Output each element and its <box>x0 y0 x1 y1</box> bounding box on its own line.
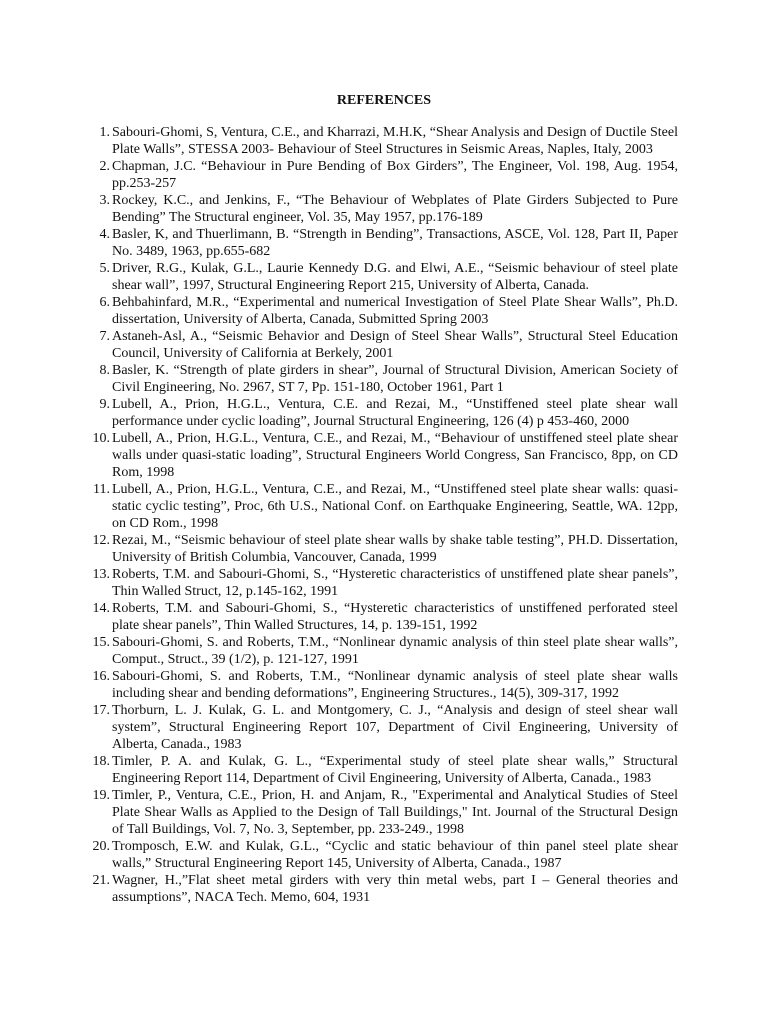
reference-item <box>88 430 678 481</box>
reference-number: 16. <box>92 669 110 684</box>
reference-number: 15. <box>92 635 110 650</box>
reference-text: Chapman, J.C. “Behaviour in Pure Bending of Box Girders”, The Engineer, Vol. 198, Aug. 1954, pp.253-257 <box>112 159 678 191</box>
reference-text: Driver, R.G., Kulak, G.L., Laurie Kennedy D.G. and Elwi, A.E., “Seismic behaviour of steel plate shear wall”, 1997, Structural Engineering Report 215, University of Alberta, Canada. <box>112 261 678 293</box>
reference-text: Thorburn, L. J. Kulak, G. L. and Montgomery, C. J., “Analysis and design of steel shear wall system”, Structural Engineering Report 107, Department of Civil Engineering, University of Alberta, Canada., 1983 <box>112 703 678 752</box>
reference-item <box>88 787 678 838</box>
reference-text: Basler, K, and Thuerlimann, B. “Strength in Bending”, Transactions, ASCE, Vol. 128, Part II, Paper No. 3489, 1963, pp.655-682 <box>112 227 678 259</box>
reference-text: Roberts, T.M. and Sabouri-Ghomi, S., “Hysteretic characteristics of unstiffened plate shear panels”, Thin Walled Struct, 12, p.145-162, 1991 <box>112 567 678 599</box>
reference-text: Timler, P. A. and Kulak, G. L., “Experimental study of steel plate shear walls,” Structural Engineering Report 114, Department of Civil Engineering, University of Alberta, Canada., 1983 <box>112 754 678 786</box>
reference-number: 20. <box>92 839 110 854</box>
reference-item <box>88 124 678 158</box>
reference-item <box>88 362 678 396</box>
reference-number: 1. <box>99 125 110 140</box>
reference-text: Lubell, A., Prion, H.G.L., Ventura, C.E. and Rezai, M., “Unstiffened steel plate shear wall performance under cyclic loading”, Journal Structural Engineering, 126 (4) p 453-460, 2000 <box>112 397 678 429</box>
reference-item <box>88 668 678 702</box>
reference-number: 17. <box>92 703 110 718</box>
reference-item <box>88 838 678 872</box>
reference-item <box>88 481 678 532</box>
reference-item <box>88 294 678 328</box>
reference-item <box>88 872 678 906</box>
reference-item <box>88 600 678 634</box>
reference-number: 7. <box>99 329 110 344</box>
reference-text: Sabouri-Ghomi, S. and Roberts, T.M., “Nonlinear dynamic analysis of thin steel plate shear walls”, Comput., Struct., 39 (1/2), p. 121-127, 1991 <box>112 635 678 667</box>
reference-item <box>88 328 678 362</box>
reference-text: Sabouri-Ghomi, S, Ventura, C.E., and Kharrazi, M.H.K, “Shear Analysis and Design of Ductile Steel Plate Walls”, STESSA 2003- Behaviour of Steel Structures in Seismic Areas, Naples, Italy, 2003 <box>112 125 678 157</box>
reference-text: Lubell, A., Prion, H.G.L., Ventura, C.E., and Rezai, M., “Behaviour of unstiffened steel plate shear walls under quasi-static loading”, Structural Engineers World Congress, San Francisco, 8pp, on CD Rom, 1998 <box>112 431 678 480</box>
reference-item <box>88 396 678 430</box>
reference-text: Astaneh-Asl, A., “Seismic Behavior and Design of Steel Shear Walls”, Structural Steel Education Council, University of California at Berkely, 2001 <box>112 329 678 361</box>
reference-text: Behbahinfard, M.R., “Experimental and numerical Investigation of Steel Plate Shear Walls”, Ph.D. dissertation, University of Alberta, Canada, Submitted Spring 2003 <box>112 295 678 327</box>
reference-number: 9. <box>99 397 110 412</box>
reference-item <box>88 260 678 294</box>
reference-item <box>88 158 678 192</box>
reference-number: 12. <box>92 533 110 548</box>
reference-text: Sabouri-Ghomi, S. and Roberts, T.M., “Nonlinear dynamic analysis of steel plate shear walls including shear and bending deformations”, Engineering Structures., 14(5), 309-317, 1992 <box>112 669 678 701</box>
reference-number: 2. <box>99 159 110 174</box>
reference-number: 18. <box>92 754 110 769</box>
reference-text: Timler, P., Ventura, C.E., Prion, H. and Anjam, R., "Experimental and Analytical Studies of Steel Plate Shear Walls as Applied to the Design of Tall Buildings," Int. Journal of the Structural Design of Tall Buildings, Vol. 7, No. 3, September, pp. 233-249., 1998 <box>112 788 678 837</box>
reference-number: 3. <box>99 193 110 208</box>
reference-number: 19. <box>92 788 110 803</box>
reference-text: Tromposch, E.W. and Kulak, G.L., “Cyclic and static behaviour of thin panel steel plate shear walls,” Structural Engineering Report 145, University of Alberta, Canada., 1987 <box>112 839 678 871</box>
reference-item <box>88 753 678 787</box>
reference-item <box>88 532 678 566</box>
reference-number: 4. <box>99 227 110 242</box>
reference-item <box>88 192 678 226</box>
reference-list <box>88 124 678 906</box>
reference-item <box>88 226 678 260</box>
reference-text: Rezai, M., “Seismic behaviour of steel plate shear walls by shake table testing”, PH.D. Dissertation, University of British Columbia, Vancouver, Canada, 1999 <box>112 533 678 565</box>
reference-text: Lubell, A., Prion, H.G.L., Ventura, C.E., and Rezai, M., “Unstiffened steel plate shear walls: quasi-static cyclic testing”, Proc, 6th U.S., National Conf. on Earthquake Engineering, Seattle, WA. 12pp, on CD Rom., 1998 <box>112 482 678 531</box>
reference-item <box>88 634 678 668</box>
reference-text: Rockey, K.C., and Jenkins, F., “The Behaviour of Webplates of Plate Girders Subjected to Pure Bending” The Structural engineer, Vol. 35, May 1957, pp.176-189 <box>112 193 678 225</box>
reference-text: Basler, K. “Strength of plate girders in shear”, Journal of Structural Division, American Society of Civil Engineering, No. 2967, ST 7, Pp. 151-180, October 1961, Part 1 <box>112 363 678 395</box>
reference-text: Roberts, T.M. and Sabouri-Ghomi, S., “Hysteretic characteristics of unstiffened perforated steel plate shear panels”, Thin Walled Structures, 14, p. 139-151, 1992 <box>112 601 678 633</box>
reference-text: Wagner, H.,”Flat sheet metal girders with very thin metal webs, part I – General theories and assumptions”, NACA Tech. Memo, 604, 1931 <box>112 873 678 905</box>
reference-number: 11. <box>93 482 110 497</box>
reference-number: 5. <box>99 261 110 276</box>
reference-item <box>88 702 678 753</box>
reference-item <box>88 566 678 600</box>
reference-number: 8. <box>99 363 110 378</box>
reference-number: 10. <box>92 431 110 446</box>
page-title: REFERENCES <box>336 93 432 108</box>
reference-number: 13. <box>92 567 110 582</box>
reference-number: 21. <box>92 873 110 888</box>
reference-number: 14. <box>92 601 110 616</box>
reference-number: 6. <box>99 295 110 310</box>
